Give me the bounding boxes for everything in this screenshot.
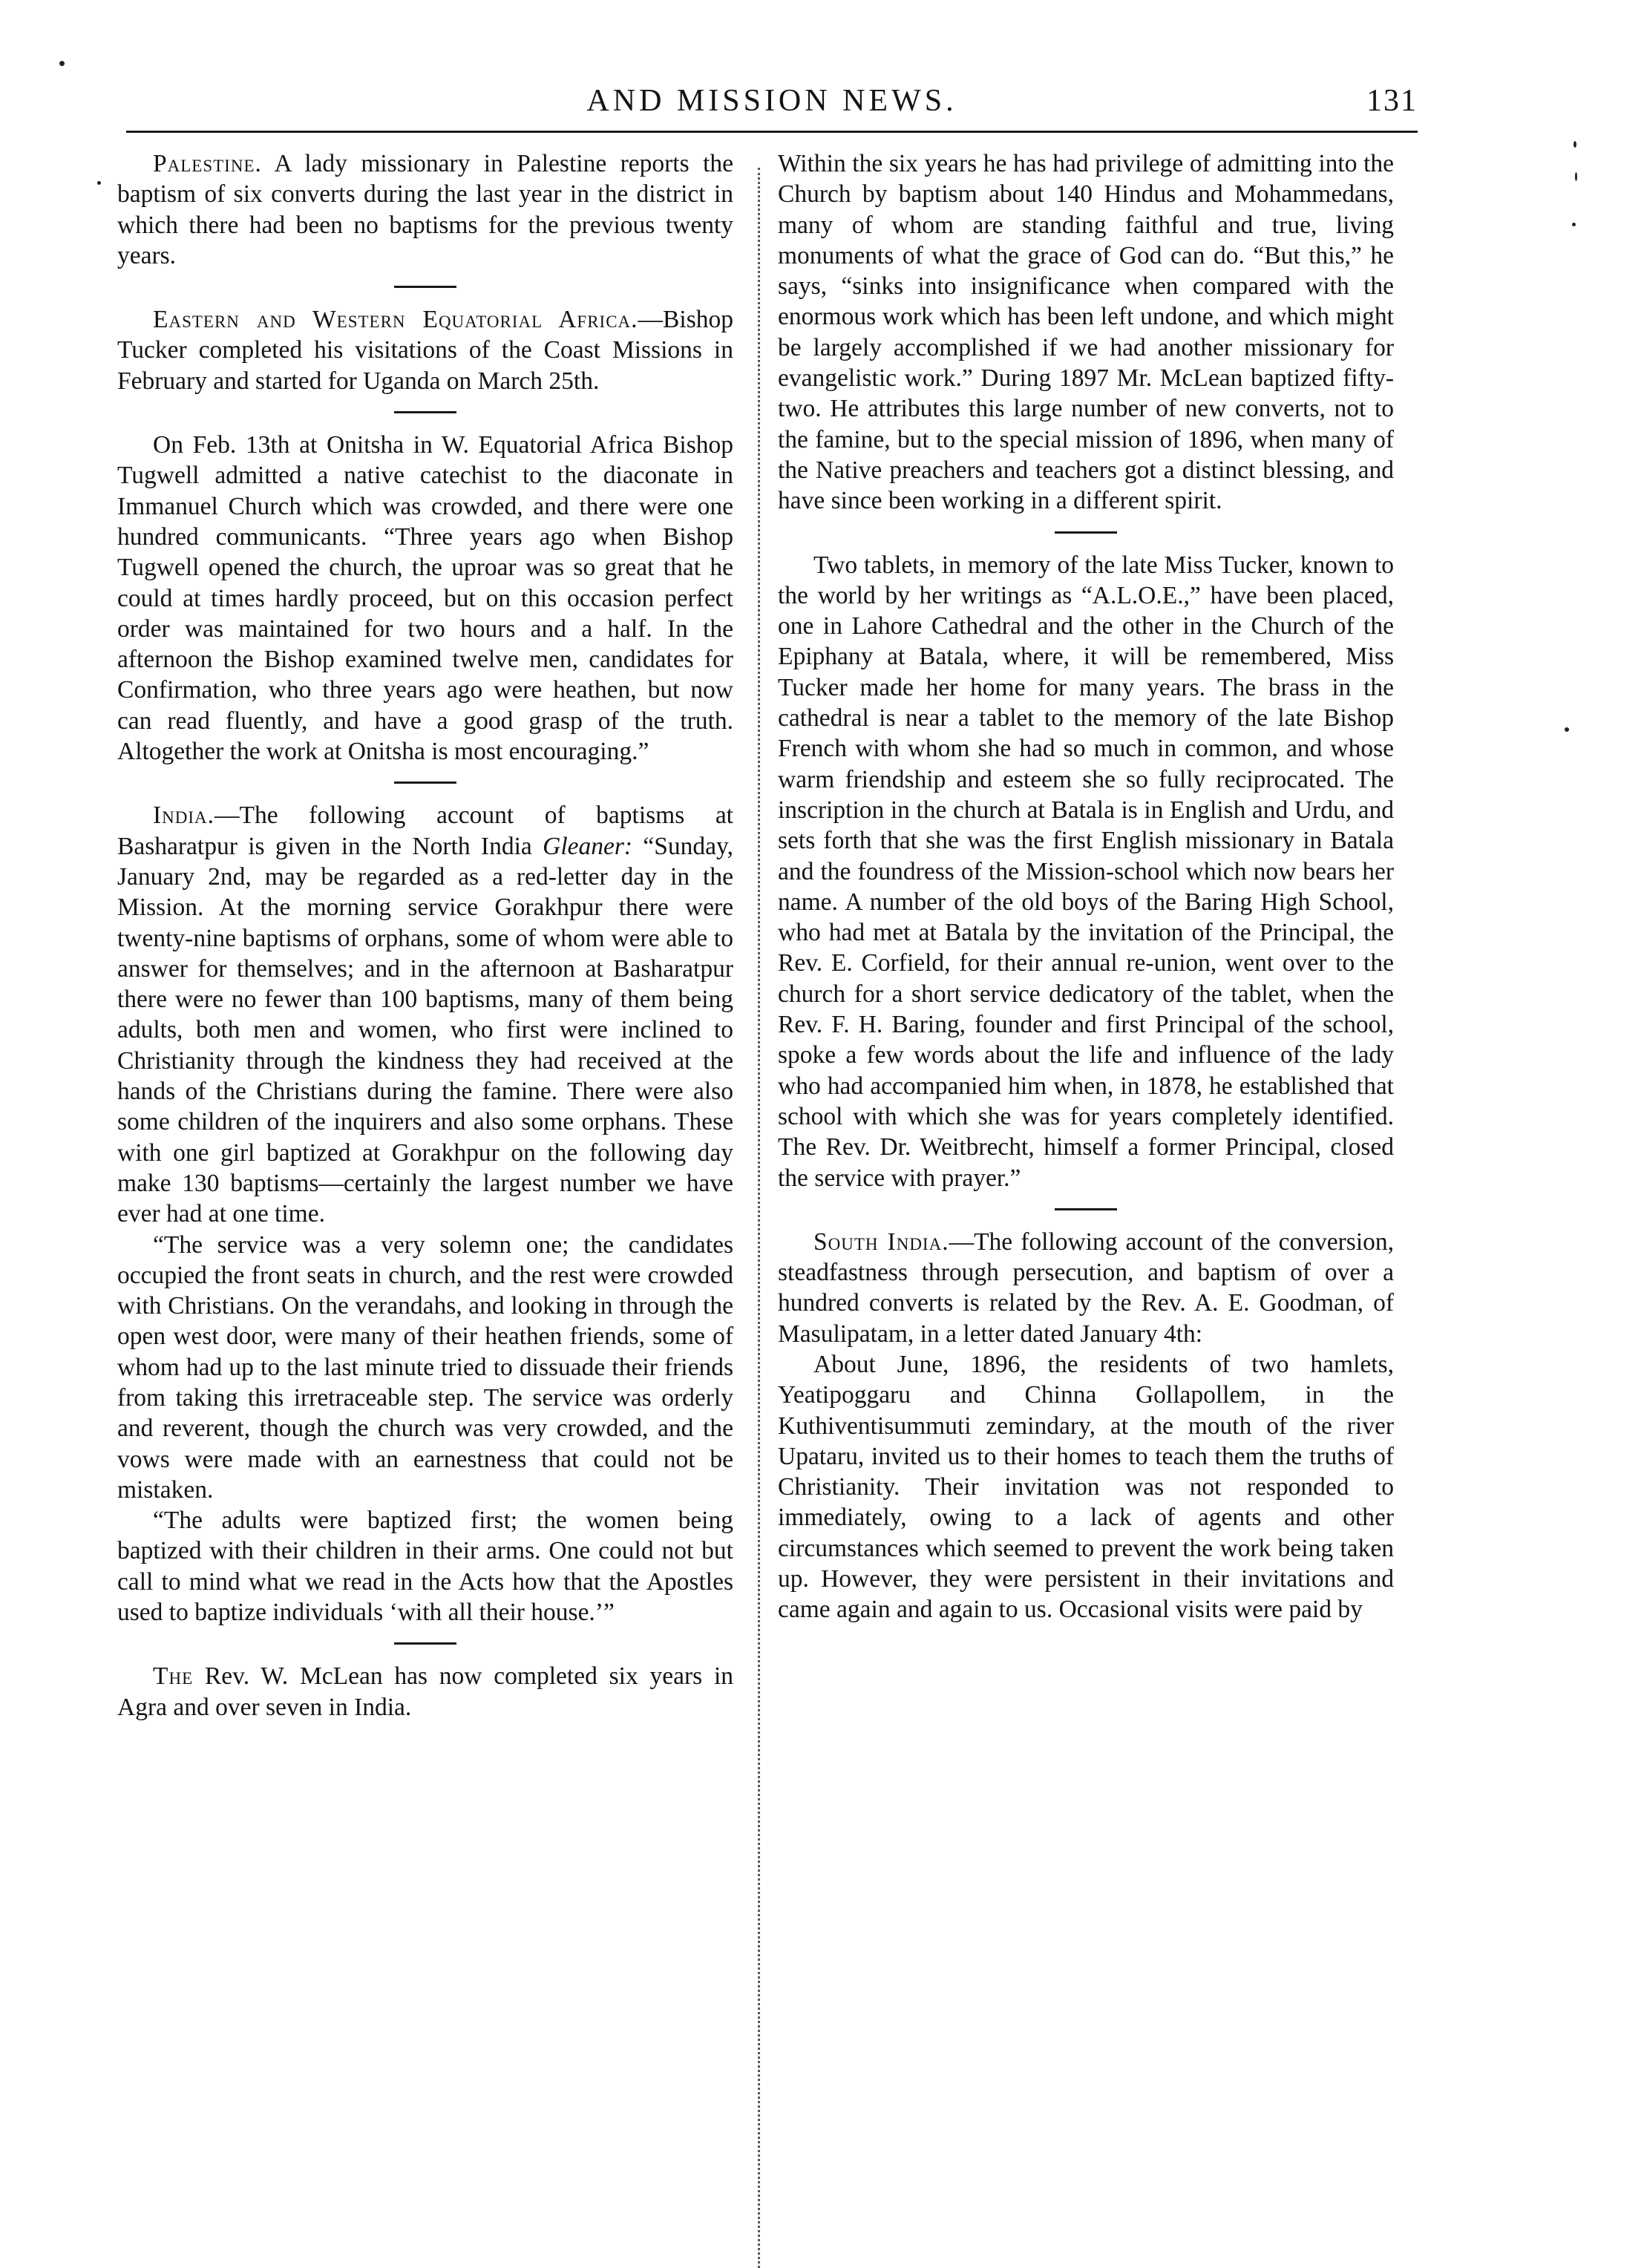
section-head-eastern-africa: Eastern and Western Equatorial Africa. <box>153 306 638 334</box>
tablets-paragraph: Two tablets, in memory of the late Miss Tucker, known to the world by her writings as “A.L.O.E.,” have been placed, one in Lahore Cathedral and the other in the Church of the Epiphany at Batala, where, it will be remembered, Miss Tucker made her home for many years. The brass in the cathedral is near a tablet to the memory of the late Bishop French with whom she had so much in common, and whose warm friendship and esteem she so fully reciprocated. The inscription in the church at Batala is in English and Urdu, and sets forth that she was the first English missionary in Batala and the foundress of the Mission-school which now bears her name. A number of the old boys of the Baring High School, who had met at Batala by the invitation of the Principal, the Rev. E. Corfield, for their annual re-union, went over to the church for a short service dedicatory of the tablet, when the Rev. F. H. Baring, founder and first Principal of the school, spoke a few words about the life and influence of the lady who had accompanied him when, in 1878, he established that school with which she was for years completely identified. The Rev. Dr. Weitbrecht, himself a former Principal, closed the service with prayer.” <box>778 551 1394 1192</box>
mclean-continued-paragraph: Within the six years he has had privilege of admitting into the Church by baptism about 140 Hindus and Mohammedans, many of whom are standing faithful and true, living monuments of what the grace of God can do. “But this,” he says, “sinks into insignificance when compared with the enormous work which has been left undone, and which might be largely accomplished if we had another missionary for evangelistic work.” During 1897 Mr. McLean baptized fifty-two. He attributes this large number of new converts, not to the famine, but to the special mission of 1896, when many of the Native preachers and teachers got a distinct blessing, and have since been working in a different spirit. <box>778 150 1394 515</box>
india-paragraph: India.—The following account of baptisms at Basharatpur is given in the North India Gleaner: “Sunday, January 2nd, may be regarded as a red-letter day in the Mission. At the morning service Gorakhpur there were twenty-nine baptisms of orphans, some of whom were able to answer for themselves; and in the afternoon at Basharatpur there were no fewer than 100 baptisms, many of them being adults, both men and women, who first were inclined to Christianity through the kindness they had received at the hands of the Christians during the famine. There were also some children of the inquirers and also some orphans. These with one girl baptized at Gorakhpur on the following day make 130 baptisms—certainly the largest number we have ever had at one time. <box>117 802 733 1228</box>
running-header <box>126 83 1418 128</box>
section-separator <box>394 411 456 413</box>
section-separator <box>1055 531 1117 534</box>
adults-paragraph: “The adults were baptized first; the women being baptized with their children in their arms. One could not but call to mind what we read in the Acts how that the Apostles used to baptize individuals ‘with all their house.’” <box>117 1507 733 1627</box>
running-title: AND MISSION NEWS. <box>586 84 957 118</box>
scan-speck <box>1575 172 1577 181</box>
june-paragraph: About June, 1896, the residents of two hamlets, Yeatipoggaru and Chinna Gollapollem, in the Kuthiventisummuti zemindary, at the mouth of the river Upataru, invited us to their homes to teach them the truths of Christianity. Their invitation was not responded to immediately, owing to a lack of agents and other circumstances which seemed to prevent the work being taken up. However, they were persistent in their invitations and came again and again to us. Occasional visits were paid by <box>778 1350 1394 1624</box>
mclean-paragraph: The Rev. W. McLean has now completed six years in Agra and over seven in India. <box>117 1662 734 1721</box>
column-divider <box>758 168 760 2268</box>
palestine-paragraph: Palestine. A lady missionary in Palestine reports the baptism of six converts during the last year in the district in which there had been no baptisms for the previous twenty years. <box>117 150 733 269</box>
section-separator <box>394 781 456 784</box>
section-head-mclean: The <box>153 1662 194 1691</box>
header-rule <box>126 131 1418 133</box>
right-column <box>778 148 1394 1625</box>
scan-speck <box>1565 727 1569 732</box>
section-head-palestine: Palestine. <box>153 150 262 177</box>
section-head-south-india: South India. <box>813 1228 949 1256</box>
scan-speck <box>1573 141 1576 148</box>
gleaner-title: Gleaner: <box>543 832 633 860</box>
section-separator <box>394 1642 456 1645</box>
onitsha-paragraph: On Feb. 13th at Onitsha in W. Equatorial Africa Bishop Tugwell admitted a native catechist to the diaconate in Immanuel Church which was crowded, and there were one hundred communicants. “Three years ago when Bishop Tugwell opened the church, the uproar was so great that he could at times hardly proceed, but on this occasion perfect order was maintained for two hours and a half. In the afternoon the Bishop examined twelve men, candidates for Confirmation, who three years ago were heathen, but now can read fluently, and have a good grasp of the truth. Altogether the work at Onitsha is most encouraging.” <box>117 431 733 766</box>
service-paragraph: “The service was a very solemn one; the candidates occupied the front seats in church, and the rest were crowded with Christians. On the verandahs, and looking in through the open west door, were many of their heathen friends, some of whom had up to the last minute tried to dissuade their friends from taking this irretraceable step. The service was orderly and reverent, though the church was very crowded, and the vows were made with an earnestness that could not be mistaken. <box>117 1230 733 1504</box>
section-head-india: India. <box>153 802 215 830</box>
scan-speck <box>1572 223 1576 226</box>
eastern-africa-paragraph: Eastern and Western Equatorial Africa.—Bishop Tucker completed his visitations of the Coast Missions in February and started for Uganda on March 25th. <box>117 306 733 395</box>
south-india-paragraph: South India.—The following account of the conversion, steadfastness through persecution, and baptism of over a hundred converts is related by the Rev. A. E. Goodman, of Masulipatam, in a letter dated January 4th: <box>778 1228 1394 1348</box>
section-separator <box>1055 1208 1117 1210</box>
left-column <box>117 148 733 1723</box>
scan-speck <box>59 61 65 66</box>
section-separator <box>394 286 456 288</box>
page-number: 131 <box>1366 84 1418 118</box>
scan-speck <box>97 181 101 185</box>
